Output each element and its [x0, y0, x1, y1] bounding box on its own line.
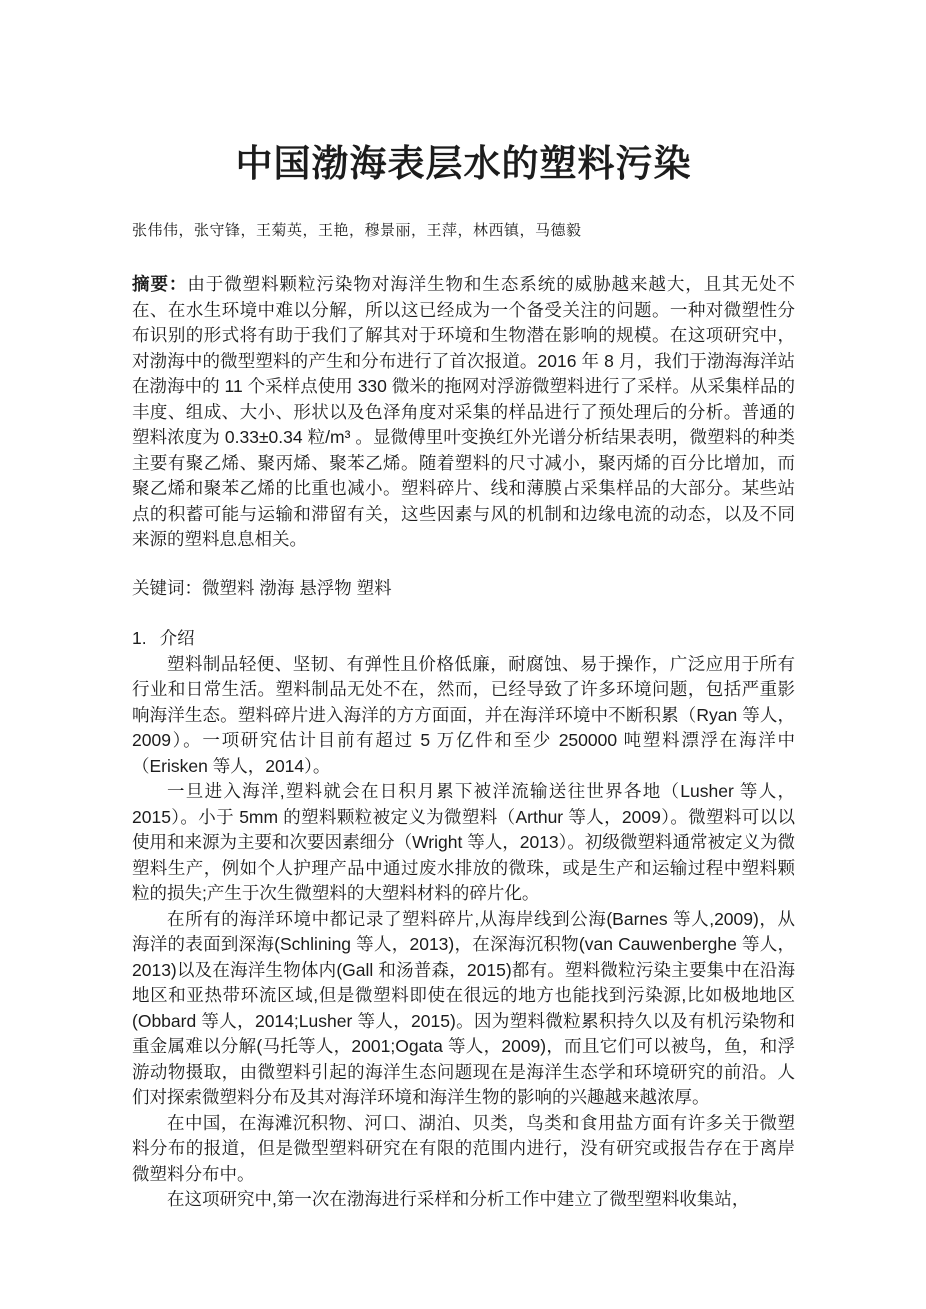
section-title: 介绍 [159, 628, 195, 648]
authors-line: 张伟伟，张守锋，王菊英，王艳，穆景丽，王萍，林西镇，马德毅 [132, 222, 582, 239]
keywords-label: 关键词： [132, 577, 202, 598]
keywords-line [132, 576, 795, 602]
intro-paragraph-1: 塑料制品轻便、坚韧、有弹性且价格低廉，耐腐蚀、易于操作，广泛应用于所有行业和日常生活。塑料制品无处不在，然而，已经导致了许多环境问题，包括严重影响海洋生态。塑料碎片进入海洋的方方面面，并在海洋环境中不断积累（Ryan 等人，2009）。一项研究估计目前有超过 5 万亿件和至少 250000 吨塑料漂浮在海洋中（Erisken 等人，2014）。 [132, 653, 795, 776]
abstract-paragraph [132, 272, 795, 553]
paper-title: 中国渤海表层水的塑料污染 [235, 143, 692, 184]
abstract-text: 由于微塑料颗粒污染物对海洋生物和生态系统的威胁越来越大，且其无处不在、在水生环境中难以分解，所以这已经成为一个备受关注的问题。一种对微塑性分布识别的形式将有助于我们了解其对于环境和生物潜在影响的规模。在这项研究中，对渤海中的微型塑料的产生和分布进行了首次报道。2016 年 8 月，我们于渤海海洋站在渤海中的 11 个采样点使用 330 微米的拖网对浮游微塑料进行了采样。从采集样品的丰度、组成、大小、形状以及色泽角度对采集的样品进行了预处理后的分析。普通的塑料浓度为 0.33±0.34 粒/m³ 。显微傅里叶变换红外光谱分析结果表明，微塑料的种类主要有聚乙烯、聚丙烯、聚苯乙烯。随着塑料的尺寸减小，聚丙烯的百分比增加，而聚乙烯和聚苯乙烯的比重也减小。塑料碎片、线和薄膜占采集样品的大部分。某些站点的积蓄可能与运输和滞留有关，这些因素与风的机制和边缘电流的动态，以及不同来源的塑料息息相关。 [132, 274, 796, 549]
intro-paragraph-3: 在所有的海洋环境中都记录了塑料碎片,从海岸线到公海(Barnes 等人,2009)，从海洋的表面到深海(Schlining 等人，2013)，在深海沉积物(van Cauwenberghe 等人，2013)以及在海洋生物体内(Gall 和汤普森，2015)都有。塑料微粒污染主要集中在沿海地区和亚热带环流区域,但是微塑料即使在很远的地方也能找到污染源,比如极地地区(Obbard 等人，2014;Lusher 等人，2015)。因为塑料微粒累积持久以及有机污染物和重金属难以分解(马托等人，2001;Ogata 等人，2009)，而且它们可以被鸟，鱼，和浮游动物摄取，由微塑料引起的海洋生态问题现在是海洋生态学和环境研究的前沿。人们对探索微塑料分布及其对海洋环境和海洋生物的影响的兴趣越来越浓厚。 [132, 908, 795, 1107]
keywords-text: 微塑料 渤海 悬浮物 塑料 [202, 577, 392, 598]
section-number: 1. [132, 628, 147, 648]
intro-paragraph-4: 在中国，在海滩沉积物、河口、湖泊、贝类，鸟类和食用盐方面有许多关于微塑料分布的报道，但是微型塑料研究在有限的范围内进行，没有研究或报告存在于离岸微塑料分布中。 [132, 1112, 795, 1184]
section-heading-introduction [132, 626, 795, 652]
abstract-label: 摘要： [132, 274, 188, 294]
intro-paragraph-5: 在这项研究中,第一次在渤海进行采样和分析工作中建立了微型塑料收集站， [167, 1189, 750, 1209]
intro-paragraph-2: 一旦进入海洋,塑料就会在日积月累下被洋流输送往世界各地（Lusher 等人，2015）。小于 5mm 的塑料颗粒被定义为微塑料（Arthur 等人，2009）。微塑料可以以使用和来源为主要和次要因素细分（Wright 等人，2013）。初级微塑料通常被定义为微塑料生产，例如个人护理产品中通过废水排放的微珠，或是生产和运输过程中塑料颗粒的损失;产生于次生微塑料的大塑料材料的碎片化。 [132, 781, 795, 903]
